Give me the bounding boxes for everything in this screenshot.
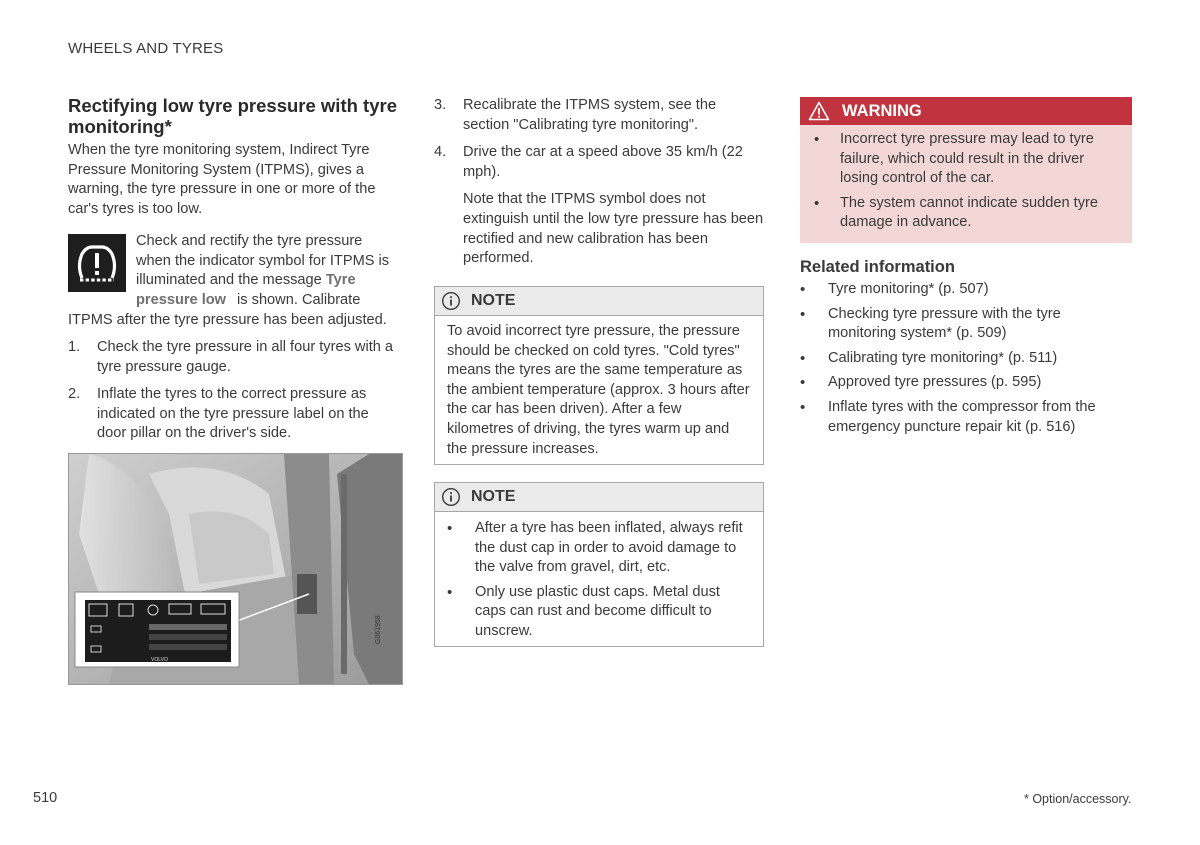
note-header [435,287,763,316]
page-number: 510 [33,790,58,806]
step-text: Inflate the tyres to the correct pressure as indicated on the tyre pressure label on the door pillar on the driver's side. [97,386,369,442]
related-link[interactable]: • Tyre monitoring* (p. 507) [800,280,1132,300]
tyre-pressure-warning-icon [68,234,126,292]
note-header [435,483,763,512]
related-link[interactable]: • Inflate tyres with the compressor from the emergency puncture repair kit (p. 516) [800,398,1132,437]
warning-box [800,97,1132,243]
info-icon [441,291,461,311]
warning-bullet-list [812,130,1120,233]
note-bullet-list [447,519,751,642]
warning-header [800,97,1132,125]
note-title: NOTE [471,292,516,309]
warning-triangle-icon [808,101,830,121]
step-item [68,385,398,444]
step-number: 4. [434,144,447,161]
tyre-pressure-low-message: Tyre pressure low [136,272,356,308]
note-bullet-item: • Only use plastic dust caps. Metal dust caps can rust and become difficult to unscrew. [447,583,751,642]
note-body [435,512,763,655]
warning-body [800,125,1132,233]
image-reference-code: G061958 [375,615,382,644]
step-number: 2. [68,386,81,403]
note-title: NOTE [471,488,516,505]
note-bullet-item: • After a tyre has been inflated, always refit the dust cap in order to avoid damage to the valve from gravel, dirt, etc. [447,519,751,578]
tyre-pressure-label-photo [68,453,403,685]
info-icon [441,487,461,507]
indicator-text-before: Check and rectify the tyre pressure when the indicator symbol for ITPMS is illuminated and the message [136,233,390,289]
warning-bullet-item: • The system cannot indicate sudden tyre damage in advance. [812,194,1120,233]
step-text: Recalibrate the ITPMS system, see the section "Calibrating tyre monitoring". [463,97,717,133]
section-title: WHEELS AND TYRES [68,40,224,57]
related-information-title: Related information [800,258,955,276]
step-text: Drive the car at a speed above 35 km/h (22 mph). [463,144,743,180]
step-number: 3. [434,97,447,113]
related-link[interactable]: • Approved tyre pressures (p. 595) [800,373,1132,393]
step-item [434,96,764,135]
related-information-list [800,280,1132,442]
page-heading: Rectifying low tyre pressure with tyre monitoring* [68,95,397,137]
warning-title: WARNING [842,101,922,120]
footnote: * Option/accessory. [1024,792,1132,806]
step-number: 1. [68,339,81,355]
step-item [68,338,398,377]
step-text: Check the tyre pressure in all four tyres with a tyre pressure gauge. [97,339,394,375]
note-box-dust-caps [434,482,764,647]
note-text: To avoid incorrect tyre pressure, the pressure should be checked on cold tyres. "Cold tyres" means the tyres are the same temperature as the ambient temperature (approx. 3 hours after the car has been driven). After a few kilometres of driving, the tyres warm up and the pressure increases. [447,323,750,457]
steps-list-left [68,338,398,452]
note-box-cold-tyres [434,286,764,465]
related-link[interactable]: • Calibrating tyre monitoring* (p. 511) [800,349,1132,369]
warning-bullet-item: • Incorrect tyre pressure may lead to tyre failure, which could result in the driver losing control of the car. [812,130,1120,189]
steps-list-middle [434,96,764,277]
intro-paragraph: When the tyre monitoring system, Indirect Tyre Pressure Monitoring System (ITPMS), gives a warning, the tyre pressure in one or more of the car's tyres is too low. [68,142,376,217]
indicator-text-continued [68,291,398,331]
label-brand-text: VOLVO [151,657,168,663]
related-link[interactable]: • Checking tyre pressure with the tyre monitoring system* (p. 509) [800,305,1132,344]
step-note: Note that the ITPMS symbol does not extinguish until the low tyre pressure has been rectified and new calibration has been performed. [463,191,764,267]
step-item [434,143,764,269]
related-links [800,280,1132,437]
indicator-text-after: is shown. Calibrate ITPMS after the tyre pressure has been adjusted. [68,292,387,328]
